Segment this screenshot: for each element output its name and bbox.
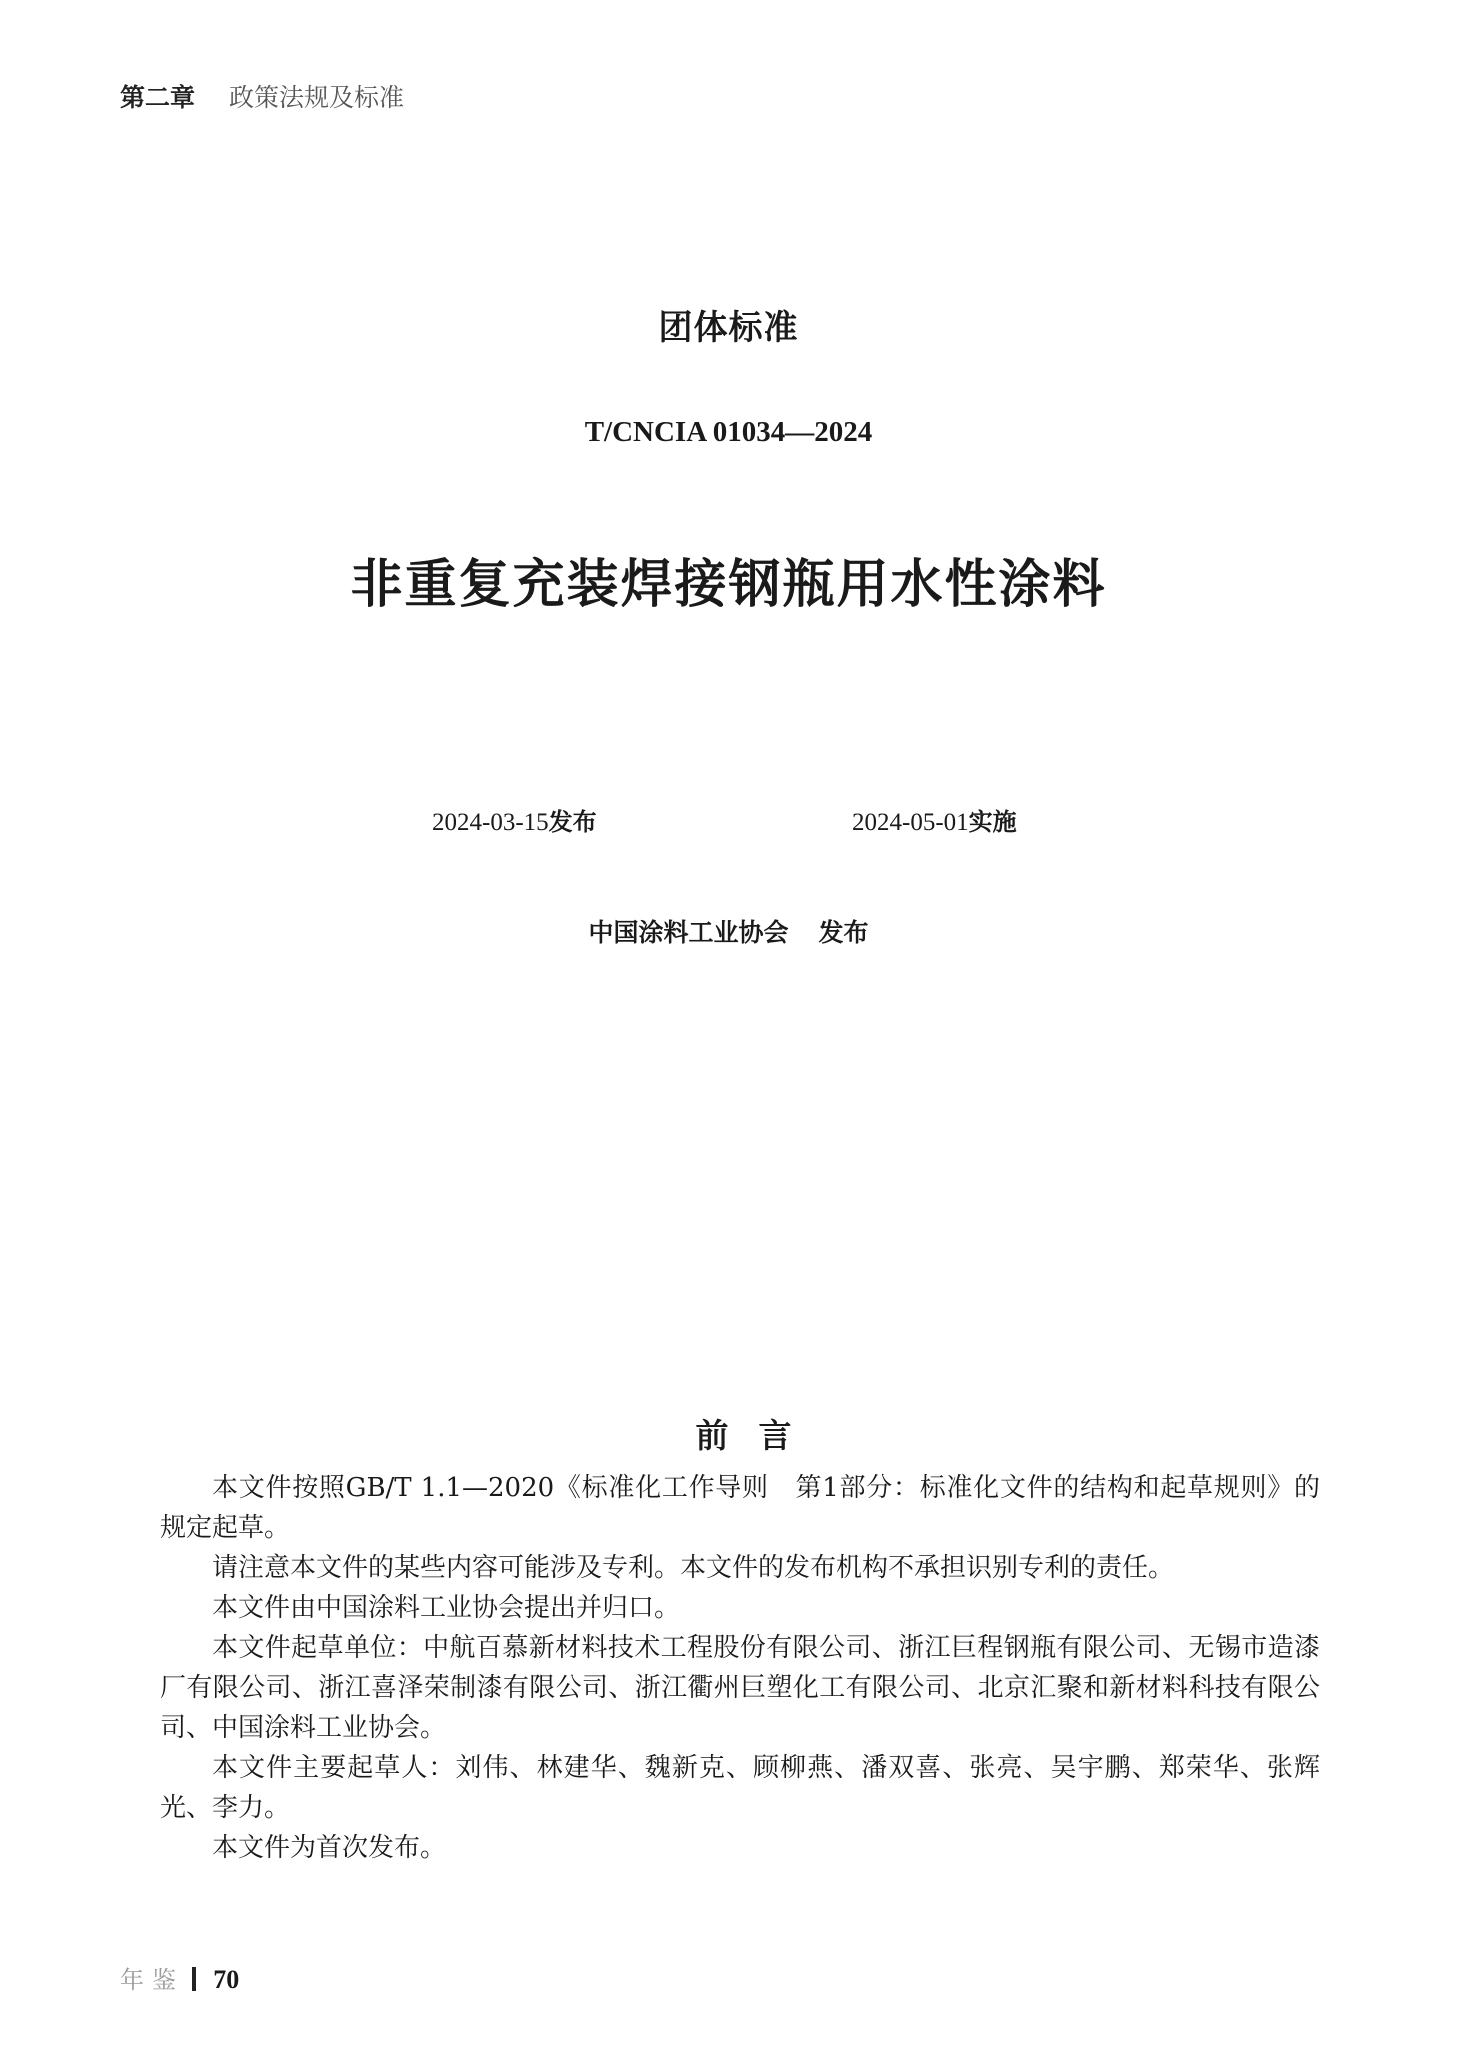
standard-type: 团体标准 [658,308,799,348]
publisher-line [0,913,1457,949]
chapter-label: 第二章 [120,83,196,112]
publisher-name: 中国涂料工业协会 [588,918,789,947]
publish-date-suffix: 发布 [548,808,597,836]
preface-paragraph: 本文件为首次发布。 [212,1833,447,1863]
preface-paragraph: 本文件起草单位：中航百慕新材料技术工程股份有限公司、浙江巨程钢瓶有限公司、无锡市造漆厂有限公司、浙江喜泽荣制漆有限公司、浙江衢州巨塑化工有限公司、北京汇聚和新材料科技有限公司、中国涂料工业协会。 [160,1633,1320,1743]
implement-date [852,802,1017,837]
implement-date-suffix: 实施 [968,808,1017,836]
footer-divider [192,1967,196,1991]
preface-paragraph: 请注意本文件的某些内容可能涉及专利。本文件的发布机构不承担识别专利的责任。 [212,1553,1175,1583]
preface-body [160,1468,1320,1868]
standard-code: T/CNCIA 01034—2024 [584,416,873,448]
publish-date [432,802,597,837]
section-label: 政策法规及标准 [228,83,404,112]
implement-date-value: 2024-05-01 [852,809,969,836]
preface-paragraph: 本文件由中国涂料工业协会提出并归口。 [212,1593,681,1623]
page-footer [120,1960,239,1995]
publish-date-value: 2024-03-15 [432,809,549,836]
running-header [120,78,404,114]
preface-paragraph: 本文件按照GB/T 1.1—2020《标准化工作导则 第1部分：标准化文件的结构和起草规则》的规定起草。 [160,1473,1320,1543]
publisher-suffix: 发布 [818,918,869,947]
page-number: 70 [213,1965,240,1994]
footer-book-title: 年鉴 [120,1966,184,1994]
preface-title: 前言 [695,1416,822,1455]
standard-title: 非重复充装焊接钢瓶用水性涂料 [350,554,1107,615]
preface-paragraph: 本文件主要起草人：刘伟、林建华、魏新克、顾柳燕、潘双喜、张亮、吴宇鹏、郑荣华、张辉光、李力。 [160,1753,1320,1823]
